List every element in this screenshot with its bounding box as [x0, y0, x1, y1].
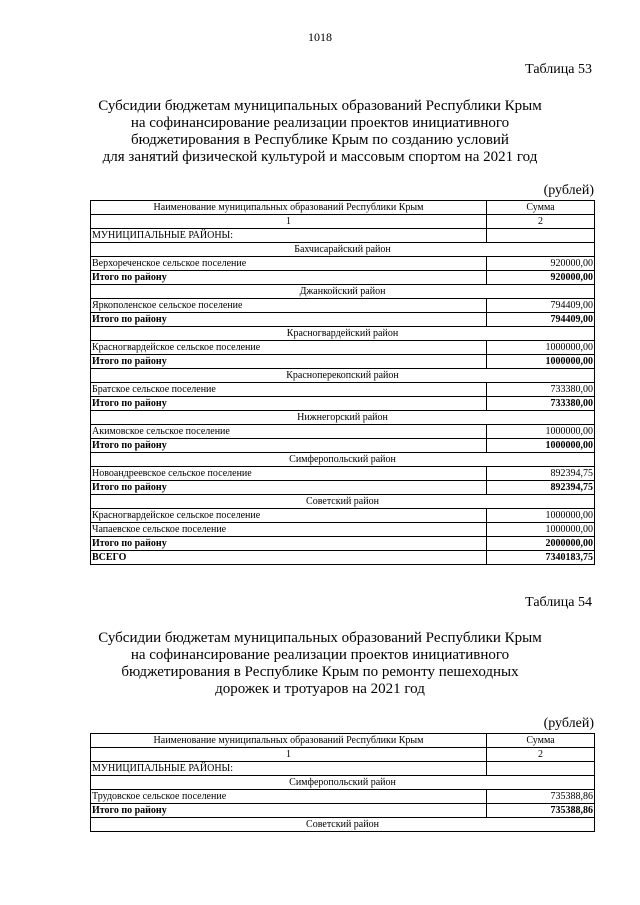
row-amount: 1000000,00 — [487, 509, 595, 523]
row-name: Братское сельское поселение — [91, 383, 487, 397]
row-amount: 892394,75 — [487, 467, 595, 481]
row-name: Итого по району — [91, 537, 487, 551]
district-heading-row — [91, 285, 595, 299]
column-header-name: Наименование муниципальных образований Республики Крым — [91, 201, 487, 215]
row-amount: 1000000,00 — [487, 523, 595, 537]
row-amount: 733380,00 — [487, 383, 595, 397]
total-row — [91, 804, 595, 818]
table-54-label: Таблица 54 — [525, 595, 592, 610]
row-amount: 733380,00 — [487, 397, 595, 411]
row-amount: 920000,00 — [487, 257, 595, 271]
column-number: 1 — [91, 215, 487, 229]
district-heading-row — [91, 243, 595, 257]
column-number-row — [91, 748, 595, 762]
district-name: Советский район — [91, 495, 595, 509]
total-row — [91, 481, 595, 495]
title-line: бюджетирования в Республике Крым по ремонту пешеходных — [121, 664, 519, 680]
row-amount: 1000000,00 — [487, 425, 595, 439]
district-name: Симферопольский район — [91, 453, 595, 467]
district-heading-row — [91, 369, 595, 383]
row-amount: 794409,00 — [487, 313, 595, 327]
district-name: Симферопольский район — [91, 776, 595, 790]
row-name: ВСЕГО — [91, 551, 487, 565]
total-row — [91, 271, 595, 285]
column-header-sum: Сумма — [487, 734, 595, 748]
total-row — [91, 439, 595, 453]
row-name: Итого по району — [91, 481, 487, 495]
row-amount: 1000000,00 — [487, 355, 595, 369]
section-row — [91, 762, 595, 776]
subsidy-table-53 — [90, 200, 595, 565]
units-label: (рублей) — [543, 183, 594, 198]
district-name: Бахчисарайский район — [91, 243, 595, 257]
row-name: Верхореченское сельское поселение — [91, 257, 487, 271]
total-row — [91, 537, 595, 551]
table-row — [91, 523, 595, 537]
row-name: Чапаевское сельское поселение — [91, 523, 487, 537]
row-amount: 794409,00 — [487, 299, 595, 313]
page-number: 1018 — [308, 30, 332, 44]
row-name: Итого по району — [91, 439, 487, 453]
total-row — [91, 355, 595, 369]
district-name: Советский район — [91, 818, 595, 832]
row-name: МУНИЦИПАЛЬНЫЕ РАЙОНЫ: — [91, 229, 487, 243]
row-name: Итого по району — [91, 271, 487, 285]
row-amount: 735388,86 — [487, 804, 595, 818]
district-name: Красноперекопский район — [91, 369, 595, 383]
table-53-label: Таблица 53 — [525, 62, 592, 77]
title-line: дорожек и тротуаров на 2021 год — [215, 681, 425, 697]
district-name: Красногвардейский район — [91, 327, 595, 341]
district-heading-row — [91, 776, 595, 790]
row-name: Новоандреевское сельское поселение — [91, 467, 487, 481]
row-amount: 1000000,00 — [487, 341, 595, 355]
subsidy-table-54 — [90, 733, 595, 832]
district-name: Нижнегорский район — [91, 411, 595, 425]
district-heading-row — [91, 453, 595, 467]
row-amount — [487, 229, 595, 243]
column-number: 1 — [91, 748, 487, 762]
district-name: Джанкойский район — [91, 285, 595, 299]
section-row — [91, 229, 595, 243]
row-name: Итого по району — [91, 804, 487, 818]
row-amount: 892394,75 — [487, 481, 595, 495]
table-row — [91, 257, 595, 271]
row-name: Итого по району — [91, 313, 487, 327]
district-heading-row — [91, 327, 595, 341]
table-54-title — [80, 630, 560, 698]
row-name: Итого по району — [91, 355, 487, 369]
row-name: Яркополенское сельское поселение — [91, 299, 487, 313]
title-line: на софинансирование реализации проектов инициативного — [130, 115, 510, 131]
table-row — [91, 383, 595, 397]
row-amount: 735388,86 — [487, 790, 595, 804]
title-line: бюджетирования в Республике Крым по созданию условий — [131, 132, 509, 148]
row-amount: 2000000,00 — [487, 537, 595, 551]
total-row — [91, 397, 595, 411]
total-row — [91, 313, 595, 327]
table-row — [91, 790, 595, 804]
row-name: Акимовское сельское поселение — [91, 425, 487, 439]
title-line: для занятий физической культурой и массовым спортом на 2021 год — [102, 149, 538, 165]
table-row — [91, 467, 595, 481]
table-header-row — [91, 734, 595, 748]
row-amount: 1000000,00 — [487, 439, 595, 453]
table-row — [91, 425, 595, 439]
table-row — [91, 299, 595, 313]
table-row — [91, 509, 595, 523]
column-header-name: Наименование муниципальных образований Республики Крым — [91, 734, 487, 748]
title-line: на софинансирование реализации проектов инициативного — [130, 647, 510, 663]
table-row — [91, 341, 595, 355]
district-heading-row — [91, 411, 595, 425]
row-name: Красногвардейское сельское поселение — [91, 341, 487, 355]
column-header-sum: Сумма — [487, 201, 595, 215]
district-heading-row — [91, 818, 595, 832]
row-amount: 920000,00 — [487, 271, 595, 285]
title-line: Субсидии бюджетам муниципальных образований Республики Крым — [98, 98, 542, 114]
table-header-row — [91, 201, 595, 215]
title-line: Субсидии бюджетам муниципальных образований Республики Крым — [98, 630, 542, 646]
units-label: (рублей) — [543, 716, 594, 731]
row-name: МУНИЦИПАЛЬНЫЕ РАЙОНЫ: — [91, 762, 487, 776]
column-number-row — [91, 215, 595, 229]
row-name: Трудовское сельское поселение — [91, 790, 487, 804]
district-heading-row — [91, 495, 595, 509]
row-amount — [487, 762, 595, 776]
row-amount: 7340183,75 — [487, 551, 595, 565]
column-number: 2 — [487, 215, 595, 229]
column-number: 2 — [487, 748, 595, 762]
row-name: Красногвардейское сельское поселение — [91, 509, 487, 523]
table-53-title — [80, 98, 560, 166]
total-row — [91, 551, 595, 565]
row-name: Итого по району — [91, 397, 487, 411]
